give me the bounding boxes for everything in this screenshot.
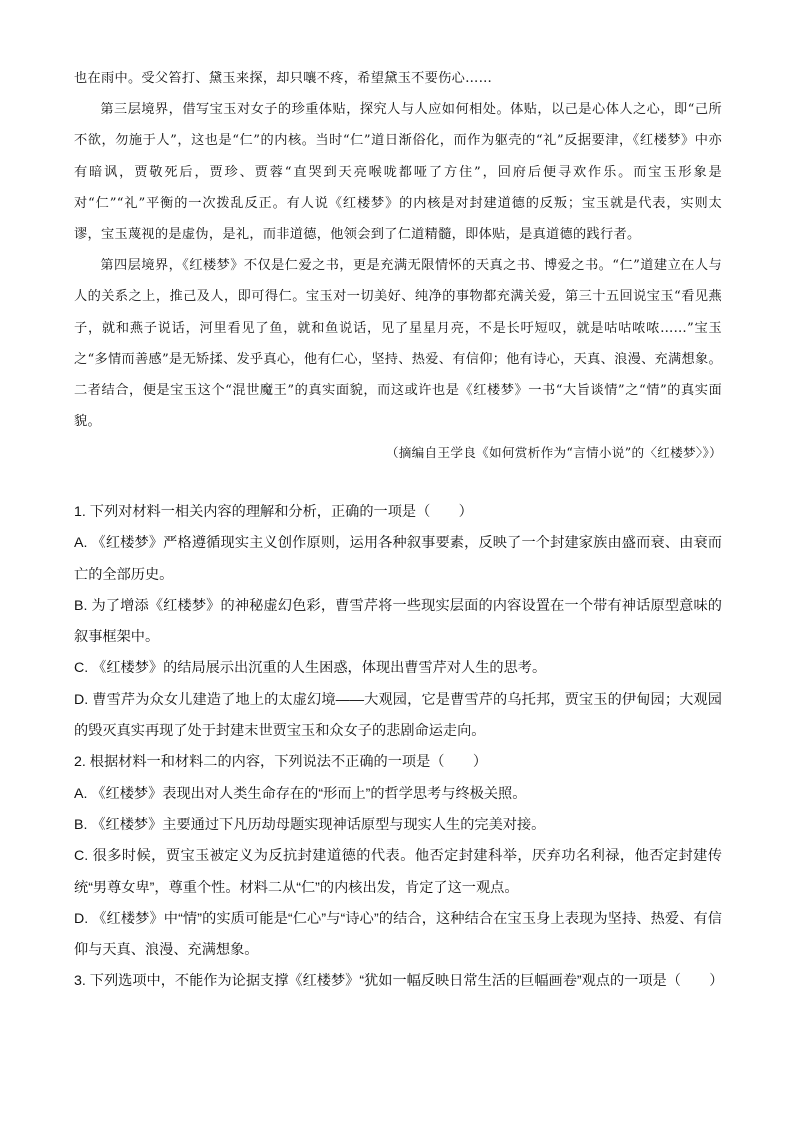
question-1-option-a: A. 《红楼梦》严格遵循现实主义创作原则，运用各种叙事要素，反映了一个封建家族由盛而衰、由衰而亡的全部历史。	[74, 535, 722, 583]
material-intro-line: 也在雨中。受父笞打、黛玉来探，却只嚷不疼，希望黛玉不要伤心……	[74, 71, 493, 86]
question-2-stem: 2. 根据材料一和材料二的内容，下列说法不正确的一项是（ ）	[74, 754, 488, 771]
question-1-option-c: C. 《红楼梦》的结局展示出沉重的人生困惑，体现出曹雪芹对人生的思考。	[74, 660, 547, 677]
question-3-stem: 3. 下列选项中，不能作为论据支撑《红楼梦》“犹如一幅反映日常生活的巨幅画卷”观点的一项是（ ）	[74, 973, 724, 990]
material-paragraph-4: 第四层境界，《红楼梦》不仅是仁爱之书，更是充满无限情怀的天真之书、博爱之书。“仁”道建立在人与人的关系之上，推己及人，即可得仁。宝玉对一切美好、纯净的事物都充满关爱，第三十五回说宝玉“看见燕子，就和燕子说话，河里看见了鱼，就和鱼说话，见了星星月亮，不是长吁短叹，就是咕咕哝哝……”宝玉之“多情而善感”是无矫揉、发乎真心，他有仁心，坚持、热爱、有信仰；他有诗心，天真、浪漫、充满想象。二者结合，便是宝玉这个“混世魔王”的真实面貌，而这或许也是《红楼梦》一书“大旨谈情”之“情”的真实面貌。	[74, 258, 722, 430]
question-2-option-b: B. 《红楼梦》主要通过下凡历劫母题实现神话原型与现实人生的完美对接。	[74, 816, 546, 833]
material-paragraph-3: 第三层境界，借写宝玉对女子的珍重体贴，探究人与人应如何相处。体贴，以己是心体人之心，即“己所不欲，勿施于人”，这也是“仁”的内核。当时“仁”道日渐俗化，而作为躯壳的“礼”反据要津，《红楼梦》中亦有暗讽，贾敬死后，贾珍、贾蓉“直哭到天亮喉咙都哑了方住”，回府后便寻欢作乐。而宝玉形象是对“仁”“礼”平衡的一次拨乱反正。有人说《红楼梦》的内核是对封建道德的反叛；宝玉就是代表，实则太谬，宝玉蔑视的是虚伪，是礼，而非道德，他领会到了仁道精髓，即体贴，是真道德的践行者。	[74, 102, 722, 243]
question-1-option-d: D. 曹雪芹为众女儿建造了地上的太虚幻境——大观园，它是曹雪芹的乌托邦，贾宝玉的伊甸园；大观园的毁灭真实再现了处于封建末世贾宝玉和众女子的悲剧命运走向。	[74, 691, 722, 740]
question-1-option-b: B. 为了增添《红楼梦》的神秘虚幻色彩，曹雪芹将一些现实层面的内容设置在一个带有神话原型意味的叙事框架中。	[74, 597, 722, 646]
reading-material	[74, 63, 722, 469]
question-1-stem: 1. 下列对材料一相关内容的理解和分析，正确的一项是（ ）	[74, 504, 473, 520]
question-2-option-c: C. 很多时候，贾宝玉被定义为反抗封建道德的代表。他否定封建科举，厌弃功名利禄，他否定封建传统“男尊女卑”，尊重个性。材料二从“仁”的内核出发，肯定了这一观点。	[74, 848, 722, 896]
question-list	[74, 497, 722, 998]
question-2-option-a: A. 《红楼梦》表现出对人类生命存在的“形而上”的哲学思考与终极关照。	[74, 785, 527, 802]
question-2-option-d: D. 《红楼梦》中“情”的实质可能是“仁心”与“诗心”的结合，这种结合在宝玉身上表现为坚持、热爱、有信仰与天真、浪漫、充满想象。	[74, 910, 722, 959]
material-source-citation: （摘编自王学良《如何赏析作为“言情小说”的〈红楼梦〉》）	[385, 445, 722, 461]
